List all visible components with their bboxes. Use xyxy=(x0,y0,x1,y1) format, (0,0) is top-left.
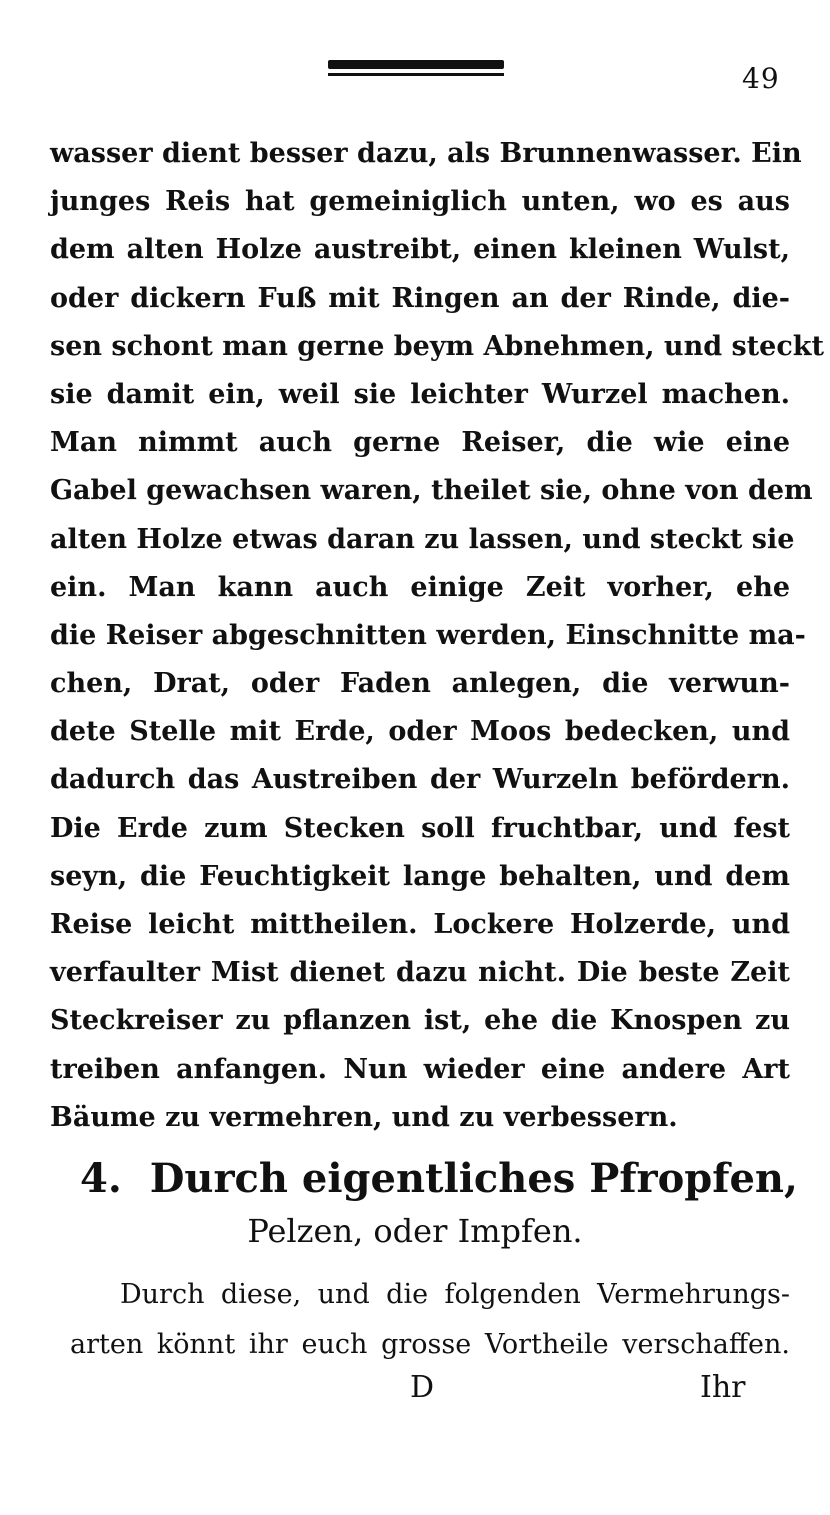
section-number: 4. xyxy=(80,1155,122,1202)
header-rule-thin xyxy=(328,73,504,76)
text-line: ein. Man kann auch einige Zeit vorher, ehe xyxy=(50,571,790,603)
text-line: seyn, die Feuchtigkeit lange behalten, und dem xyxy=(50,860,790,892)
text-line: treiben anfangen. Nun wieder eine andere Art xyxy=(50,1053,790,1085)
text-line: arten könnt ihr euch grosse Vortheile verschaffen. xyxy=(70,1329,790,1360)
text-line: sen schont man gerne beym Abnehmen, und steckt xyxy=(50,330,824,362)
text-line: die Reiser abgeschnitten werden, Einschnitte ma- xyxy=(50,619,806,651)
text-line: oder dickern Fuß mit Ringen an der Rinde, die- xyxy=(50,282,790,314)
text-line: wasser dient besser dazu, als Brunnenwasser. Ein xyxy=(50,138,802,169)
header-rule xyxy=(328,60,504,76)
section-heading xyxy=(80,1155,798,1202)
catchword: Ihr xyxy=(700,1370,746,1405)
text-line: sie damit ein, weil sie leichter Wurzel machen. xyxy=(50,378,790,410)
text-line: Durch diese, und die folgenden Vermehrungs- xyxy=(120,1279,790,1310)
text-line: verfaulter Mist dienet dazu nicht. Die beste Zeit xyxy=(50,957,790,989)
text-line: junges Reis hat gemeiniglich unten, wo es aus xyxy=(50,186,790,218)
text-line: Man nimmt auch gerne Reiser, die wie eine xyxy=(50,427,790,459)
paragraph-2 xyxy=(70,1270,790,1370)
paragraph-1 xyxy=(50,130,824,1142)
text-line: Gabel gewachsen waren, theilet sie, ohne von dem xyxy=(50,475,813,507)
text-line: chen, Drat, oder Faden anlegen, die verwun- xyxy=(50,668,790,700)
page-number: 49 xyxy=(742,62,780,95)
section-subtitle: Pelzen, oder Impfen. xyxy=(247,1212,583,1250)
text-line: alten Holze etwas daran zu lassen, und steckt sie xyxy=(50,523,795,555)
text-line: dem alten Holze austreibt, einen kleinen Wulst, xyxy=(50,234,790,266)
text-line: Die Erde zum Stecken soll fruchtbar, und fest xyxy=(50,812,790,844)
signature-mark: D xyxy=(410,1370,435,1405)
text-line: Steckreiser zu pflanzen ist, ehe die Knospen zu xyxy=(50,1005,790,1037)
text-line: Bäume zu vermehren, und zu verbessern. xyxy=(50,1101,678,1133)
header-rule-thick xyxy=(328,60,504,69)
text-line: dadurch das Austreiben der Wurzeln befördern. xyxy=(50,764,790,796)
text-line: dete Stelle mit Erde, oder Moos bedecken, und xyxy=(50,716,790,748)
section-title: Durch eigentliches Pfropfen, xyxy=(149,1155,798,1202)
text-line: Reise leicht mittheilen. Lockere Holzerde, und xyxy=(50,909,790,940)
